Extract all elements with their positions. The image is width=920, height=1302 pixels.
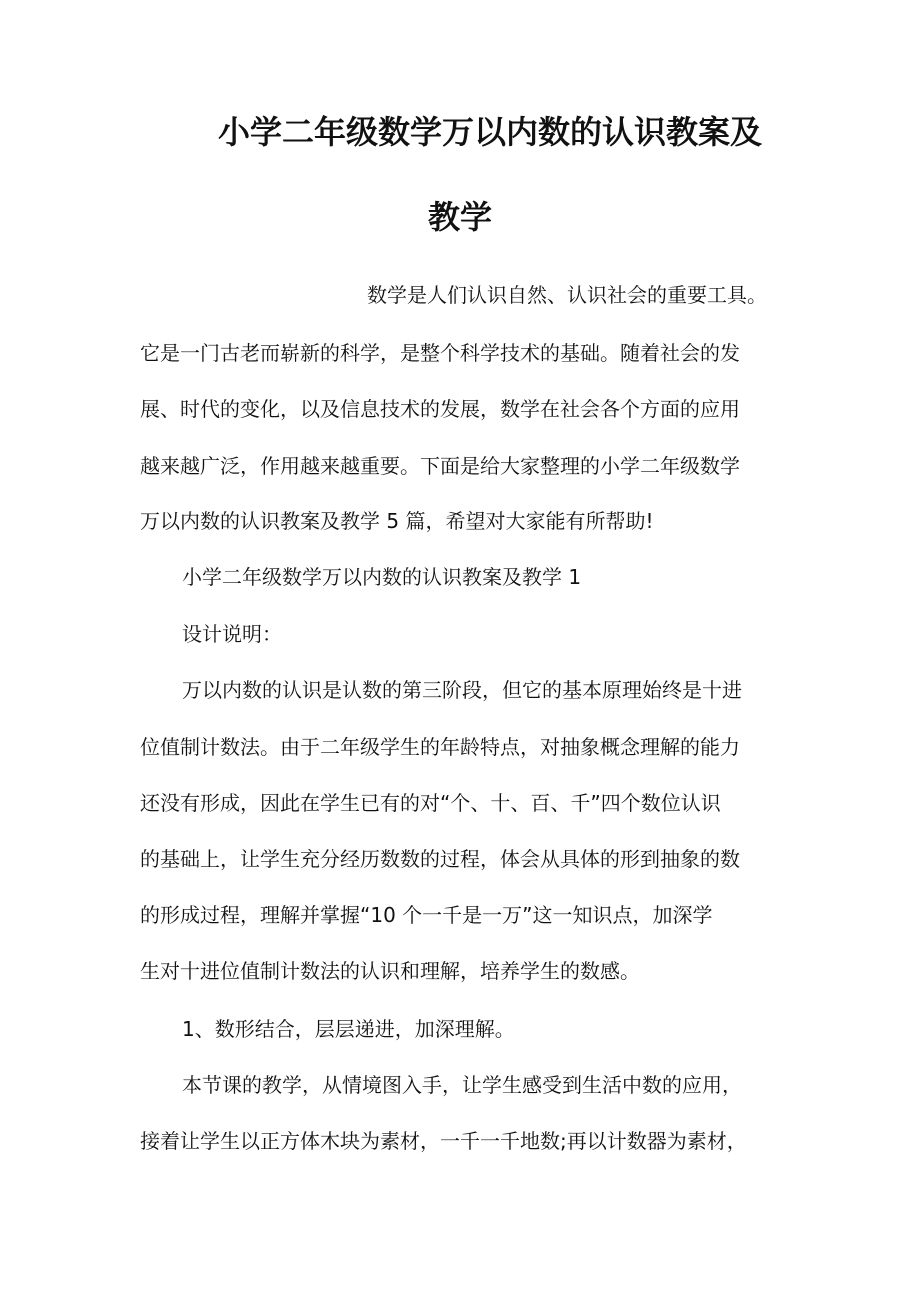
document-title-line-1: 小学二年级数学万以内数的认识教案及 bbox=[218, 113, 763, 151]
intro-line: 数学是人们认识自然、认识社会的重要工具。 bbox=[367, 283, 767, 307]
intro-line: 越来越广泛，作用越来越重要。下面是给大家整理的小学二年级数学 bbox=[140, 454, 740, 478]
intro-line: 它是一门古老而崭新的科学，是整个科学技术的基础。随着社会的发 bbox=[140, 341, 740, 365]
paragraph-line: 位值制计数法。由于二年级学生的年龄特点，对抽象概念理解的能力 bbox=[140, 735, 740, 759]
document-title-line-2: 教学 bbox=[428, 198, 493, 236]
section-heading: 小学二年级数学万以内数的认识教案及教学 1 bbox=[182, 565, 582, 589]
design-label: 设计说明： bbox=[182, 622, 282, 646]
intro-line: 展、时代的变化，以及信息技术的发展，数学在社会各个方面的应用 bbox=[140, 397, 740, 421]
paragraph-line: 还没有形成，因此在学生已有的对“个、十、百、千”四个数位认识 bbox=[140, 791, 721, 815]
paragraph-line: 生对十进位值制计数法的认识和理解，培养学生的数感。 bbox=[140, 959, 640, 983]
paragraph-line: 接着让学生以正方体木块为素材，一千一千地数;再以计数器为素材， bbox=[140, 1129, 747, 1153]
intro-line: 万以内数的认识教案及教学 5 篇，希望对大家能有所帮助! bbox=[140, 509, 654, 533]
paragraph-line: 的基础上，让学生充分经历数数的过程，体会从具体的形到抽象的数 bbox=[140, 847, 740, 871]
point-heading: 1、数形结合，层层递进，加深理解。 bbox=[182, 1017, 515, 1041]
paragraph-line: 本节课的教学，从情境图入手，让学生感受到生活中数的应用， bbox=[182, 1073, 742, 1097]
paragraph-line: 的形成过程，理解并掌握“10 个一千是一万”这一知识点，加深学 bbox=[140, 903, 713, 927]
paragraph-line: 万以内数的认识是认数的第三阶段，但它的基本原理始终是十进 bbox=[182, 678, 742, 702]
